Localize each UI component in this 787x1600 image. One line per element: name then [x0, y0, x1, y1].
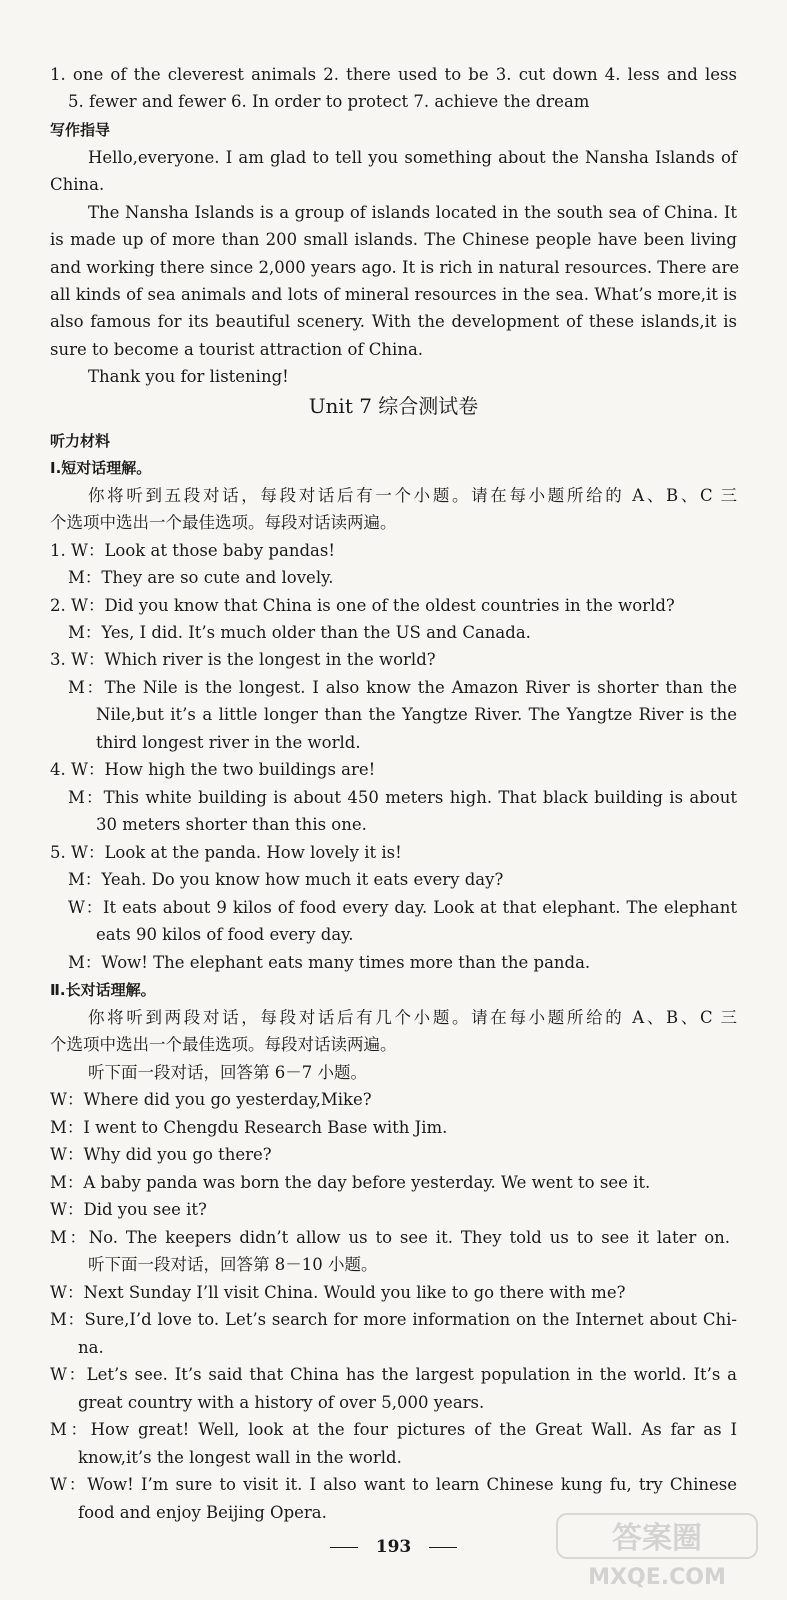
dialogue-line: W：Did you see it? [50, 1200, 207, 1219]
watermark-logo [537, 1512, 767, 1590]
answer-line-1: 1. one of the cleverest animals 2. there used to be 3. cut down 4. less and less [50, 65, 737, 84]
dialogue-line: know,it’s the longest wall in the world. [78, 1448, 402, 1467]
writing-paragraph-line: Thank you for listening! [88, 367, 289, 386]
dialogue-line: W：Let’s see. It’s said that China has the largest population in the world. It’s a [50, 1365, 737, 1384]
dialogue-line: M：The Nile is the longest. I also know the Amazon River is shorter than the [68, 678, 737, 697]
dialogue-line: 1. W：Look at those baby pandas! [50, 541, 335, 560]
section-1-heading: Ⅰ.短对话理解。 [50, 459, 152, 477]
writing-paragraph-line: also famous for its beautiful scenery. With the development of these islands,it is [50, 312, 737, 331]
dialogue-line: W：It eats about 9 kilos of food every day. Look at that elephant. The elephant [68, 898, 737, 917]
section-1-instruction: 你将听到五段对话，每段对话后有一个小题。请在每小题所给的 A、B、C 三 [88, 486, 737, 505]
dialogue-line: W：Next Sunday I’ll visit China. Would you like to go there with me? [50, 1283, 626, 1302]
dialogue-line: Nile,but it’s a little longer than the Yangtze River. The Yangtze River is the [96, 705, 737, 724]
dialogue-line: na. [78, 1338, 104, 1357]
writing-paragraph-line: sure to become a tourist attraction of China. [50, 340, 424, 359]
dialogue-line: W：Where did you go yesterday,Mike? [50, 1090, 372, 1109]
writing-paragraph-line: The Nansha Islands is a group of islands located in the south sea of China. It [88, 203, 737, 222]
watermark-graphic [537, 1512, 767, 1590]
writing-paragraph-line: is made up of more than 200 small islands. The Chinese people have been living [50, 230, 737, 249]
watermark-text-cn: 答案圈 [612, 1521, 702, 1556]
dialogue-line: M：Wow! The elephant eats many times more than the panda. [68, 953, 591, 972]
answer-line-2: 5. fewer and fewer 6. In order to protect 7. achieve the dream [68, 92, 590, 111]
dialogue-line: M：Sure,I’d love to. Let’s search for more information on the Internet about Chi- [50, 1310, 737, 1329]
page-number-dash-left [330, 1547, 358, 1549]
dialogue-line: 3. W：Which river is the longest in the world? [50, 650, 436, 669]
unit-title: Unit 7 综合测试卷 [308, 394, 479, 418]
dialogue-line: M：Yeah. Do you know how much it eats every day? [68, 870, 504, 889]
writing-paragraph-line: all kinds of sea animals and lots of mineral resources in the sea. What’s more,it is [50, 285, 737, 304]
dialogue-line: 2. W：Did you know that China is one of the oldest countries in the world? [50, 596, 675, 615]
dialogue-line: W：Why did you go there? [50, 1145, 272, 1164]
section-2-heading: Ⅱ.长对话理解。 [50, 981, 156, 999]
question-range-instruction: 听下面一段对话，回答第 8－10 小题。 [88, 1255, 378, 1274]
dialogue-line: M：A baby panda was born the day before yesterday. We went to see it. [50, 1173, 651, 1192]
dialogue-line: M：I went to Chengdu Research Base with Jim. [50, 1118, 448, 1137]
dialogue-line: M：This white building is about 450 meters high. That black building is about [68, 788, 737, 807]
watermark-text-en: MXQE.COM [588, 1565, 726, 1590]
dialogue-line: third longest river in the world. [96, 733, 361, 752]
dialogue-line: 30 meters shorter than this one. [96, 815, 367, 834]
dialogue-line: M：How great! Well, look at the four pictures of the Great Wall. As far as I [50, 1420, 737, 1439]
listening-heading: 听力材料 [50, 432, 111, 450]
dialogue-line: M：No. The keepers didn’t allow us to see it. They told us to see it later on. [50, 1228, 730, 1247]
page-number-dash-right [429, 1547, 457, 1549]
dialogue-line: M：Yes, I did. It’s much older than the US and Canada. [68, 623, 531, 642]
dialogue-line: W：Wow! I’m sure to visit it. I also want to learn Chinese kung fu, try Chinese [50, 1475, 737, 1494]
section-2-instruction: 你将听到两段对话，每段对话后有几个小题。请在每小题所给的 A、B、C 三 [88, 1008, 737, 1027]
writing-heading: 写作指导 [50, 121, 111, 139]
page-number-value: 193 [375, 1537, 412, 1557]
dialogue-line: food and enjoy Beijing Opera. [78, 1503, 327, 1522]
dialogue-line: eats 90 kilos of food every day. [96, 925, 354, 944]
section-1-instruction: 个选项中选出一个最佳选项。每段对话读两遍。 [50, 513, 397, 532]
question-range-instruction: 听下面一段对话，回答第 6－7 小题。 [88, 1063, 367, 1082]
writing-paragraph-line: Hello,everyone. I am glad to tell you something about the Nansha Islands of [88, 148, 737, 167]
dialogue-line: great country with a history of over 5,000 years. [78, 1393, 485, 1412]
writing-paragraph-line: and working there since 2,000 years ago. It is rich in natural resources. There are [50, 258, 740, 277]
dialogue-line: 4. W：How high the two buildings are! [50, 760, 376, 779]
section-2-instruction: 个选项中选出一个最佳选项。每段对话读两遍。 [50, 1035, 397, 1054]
dialogue-line: M：They are so cute and lovely. [68, 568, 334, 587]
writing-paragraph-line: China. [50, 175, 105, 194]
dialogue-line: 5. W：Look at the panda. How lovely it is! [50, 843, 402, 862]
